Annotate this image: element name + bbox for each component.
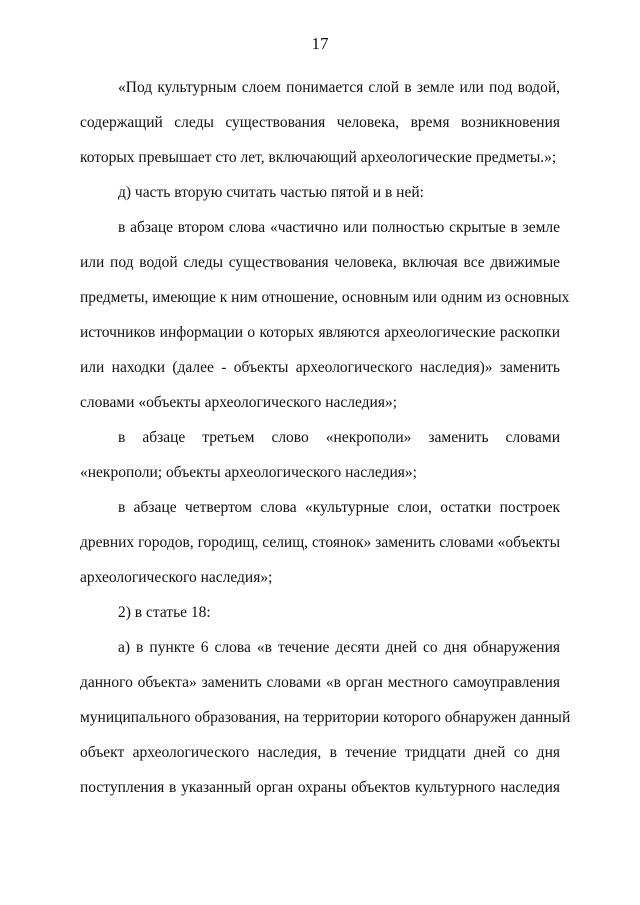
text-line: «некрополи; объекты археологического наследия»; <box>80 464 417 481</box>
paragraph-item-2 <box>80 595 560 630</box>
text-line: археологического наследия»; <box>80 569 273 586</box>
paragraph-cultural-layer-definition <box>80 70 560 175</box>
page-number: 17 <box>311 34 329 53</box>
text-line: древних городов, городищ, селищ, стоянок» заменить словами «объекты <box>80 534 560 551</box>
paragraph-second-subparagraph <box>80 210 570 420</box>
text-line: в абзаце третьем слово «некрополи» заменить словами <box>118 429 560 446</box>
paragraph-item-d <box>80 175 560 210</box>
text-line: словами «объекты археологического наследия»; <box>80 394 398 411</box>
text-line: д) часть вторую считать частью пятой и в ней: <box>118 184 424 201</box>
text-line: в абзаце четвертом слова «культурные слои, остатки построек <box>118 499 560 516</box>
text-line: которых превышает сто лет, включающий археологические предметы.»; <box>80 149 557 166</box>
text-line: объект археологического наследия, в течение тридцати дней со дня <box>80 744 560 761</box>
text-line: 2) в статье 18: <box>118 604 211 621</box>
paragraph-third-subparagraph <box>80 420 560 490</box>
text-line: «Под культурным слоем понимается слой в земле или под водой, <box>118 79 560 96</box>
text-line: источников информации о которых являются археологические раскопки <box>80 324 560 341</box>
text-line: а) в пункте 6 слова «в течение десяти дней со дня обнаружения <box>118 639 560 656</box>
paragraph-item-a <box>80 630 571 805</box>
text-line: содержащий следы существования человека, время возникновения <box>80 114 560 131</box>
text-line: или под водой следы существования человека, включая все движимые <box>80 254 560 271</box>
document-body <box>80 70 571 805</box>
text-line: муниципального образования, на территории которого обнаружен данный <box>80 709 571 726</box>
text-line: предметы, имеющие к ним отношение, основным или одним из основных <box>80 289 570 306</box>
text-line: или находки (далее - объекты археологического наследия)» заменить <box>80 359 560 376</box>
text-line: в абзаце втором слова «частично или полностью скрытые в земле <box>118 219 560 236</box>
text-line: данного объекта» заменить словами «в орган местного самоуправления <box>80 674 560 691</box>
text-line: поступления в указанный орган охраны объектов культурного наследия <box>80 779 560 796</box>
paragraph-fourth-subparagraph <box>80 490 560 595</box>
